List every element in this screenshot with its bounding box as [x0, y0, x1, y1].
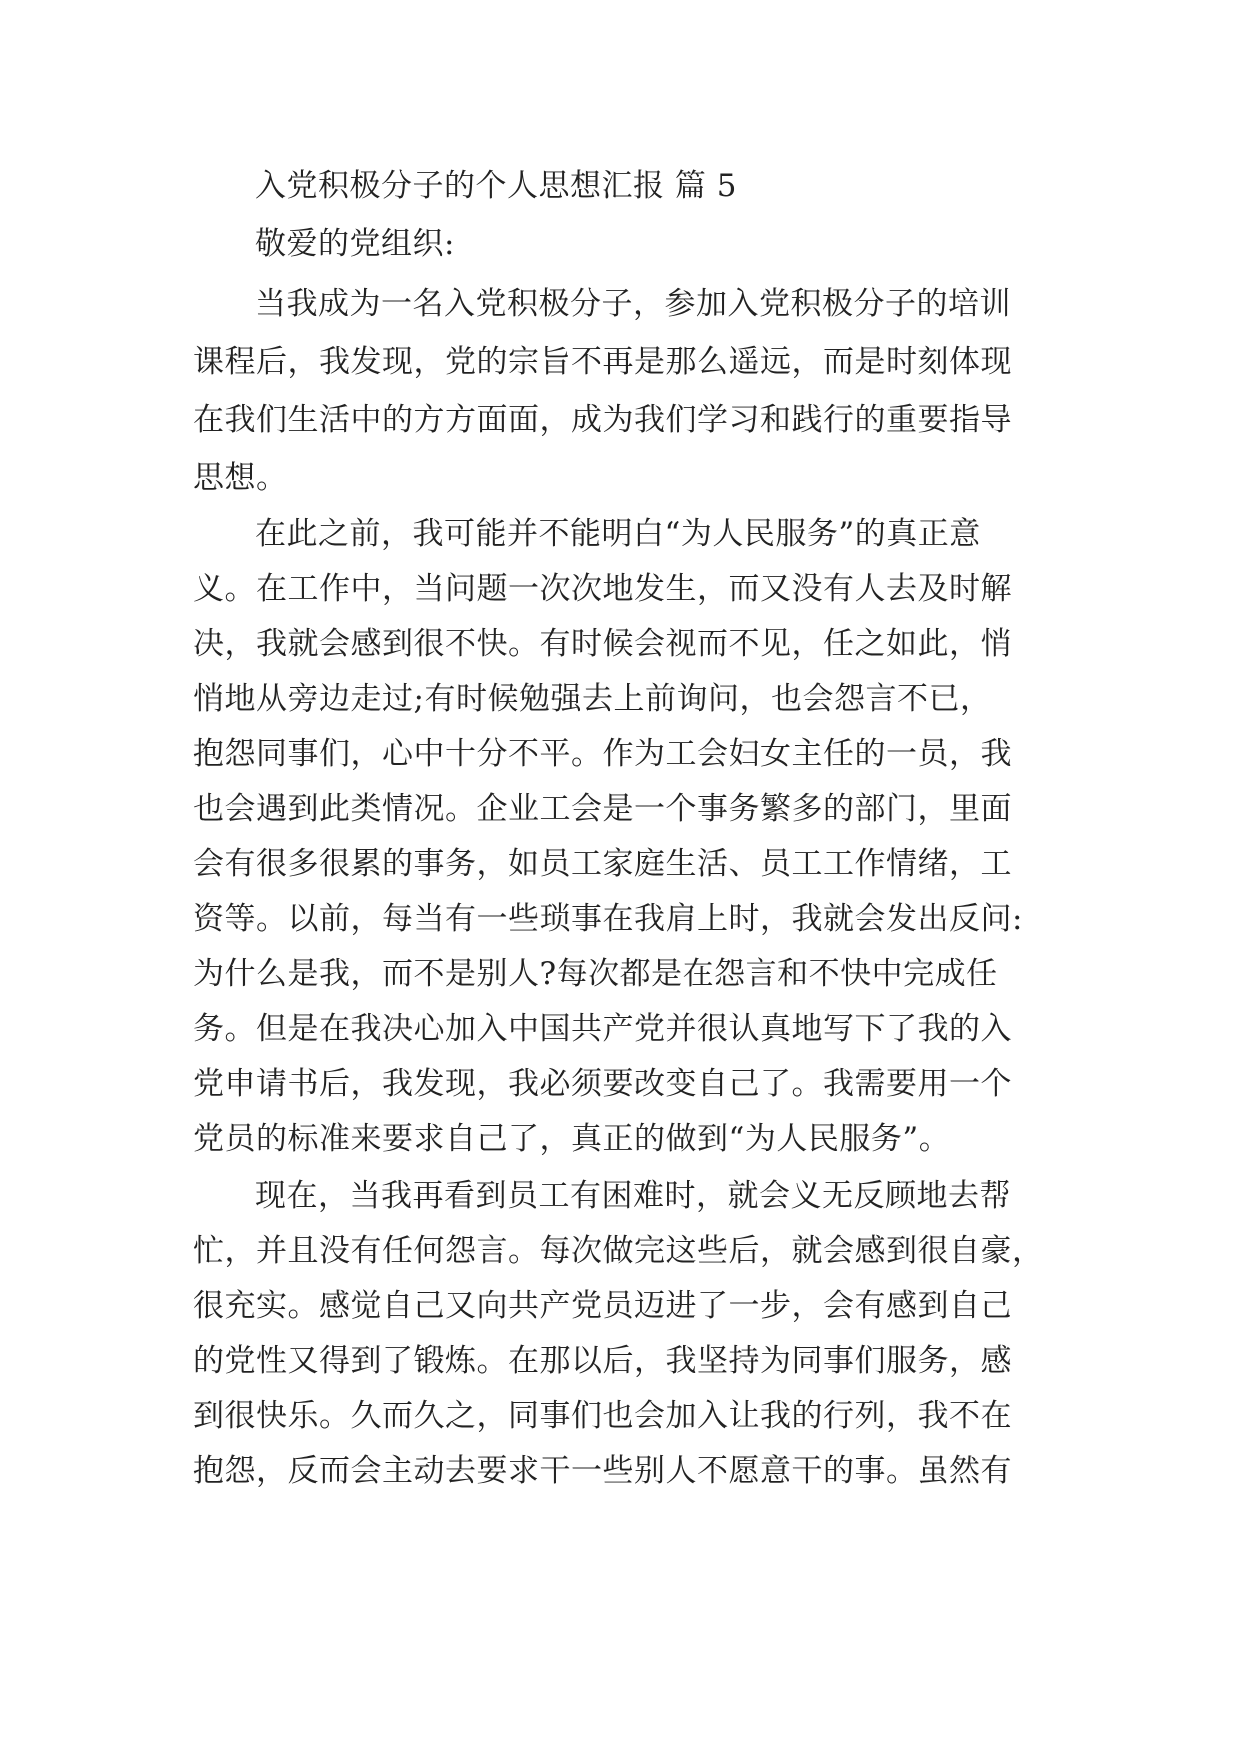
paragraph-line: 义。在工作中，当问题一次次地发生，而又没有人去及时解 [193, 571, 1012, 607]
paragraph-line: 务。但是在我决心加入中国共产党并很认真地写下了我的入 [193, 1011, 1012, 1047]
paragraph-line: 悄地从旁边走过;有时候勉强去上前询问，也会怨言不已， [193, 681, 992, 717]
paragraph-line: 也会遇到此类情况。企业工会是一个事务繁多的部门，里面 [193, 791, 1012, 827]
paragraph-line: 抱怨，反而会主动去要求干一些别人不愿意干的事。虽然有 [193, 1453, 1012, 1489]
paragraph-line: 现在，当我再看到员工有困难时，就会义无反顾地去帮 [255, 1178, 1011, 1214]
salutation: 敬爱的党组织: [255, 226, 455, 262]
paragraph-line: 忙，并且没有任何怨言。每次做完这些后，就会感到很自豪， [193, 1233, 1044, 1269]
paragraph-line: 党员的标准来要求自己了，真正的做到“为人民服务”。 [193, 1121, 951, 1157]
paragraph-line: 为什么是我，而不是别人?每次都是在怨言和不快中完成任 [193, 956, 998, 992]
paragraph-line: 的党性又得到了锻炼。在那以后，我坚持为同事们服务，感 [193, 1343, 1012, 1379]
paragraph-line: 在此之前，我可能并不能明白“为人民服务”的真正意 [255, 516, 981, 552]
paragraph-line: 决，我就会感到很不快。有时候会视而不见，任之如此，悄 [193, 626, 1012, 662]
paragraph-line: 课程后，我发现，党的宗旨不再是那么遥远，而是时刻体现 [193, 344, 1012, 380]
paragraph-line: 当我成为一名入党积极分子，参加入党积极分子的培训 [255, 286, 1011, 322]
paragraph-line: 资等。以前，每当有一些琐事在我肩上时，我就会发出反问: [193, 901, 1023, 937]
document-title: 入党积极分子的个人思想汇报 篇 5 [255, 168, 737, 204]
paragraph-line: 抱怨同事们，心中十分不平。作为工会妇女主任的一员，我 [193, 736, 1012, 772]
paragraph-line: 在我们生活中的方方面面，成为我们学习和践行的重要指导 [193, 402, 1012, 438]
paragraph-line: 思想。 [193, 460, 288, 496]
paragraph-line: 很充实。感觉自己又向共产党员迈进了一步，会有感到自己 [193, 1288, 1012, 1324]
paragraph-line: 到很快乐。久而久之，同事们也会加入让我的行列，我不在 [193, 1398, 1012, 1434]
paragraph-line: 党申请书后，我发现，我必须要改变自己了。我需要用一个 [193, 1066, 1012, 1102]
paragraph-line: 会有很多很累的事务，如员工家庭生活、员工工作情绪，工 [193, 846, 1012, 882]
